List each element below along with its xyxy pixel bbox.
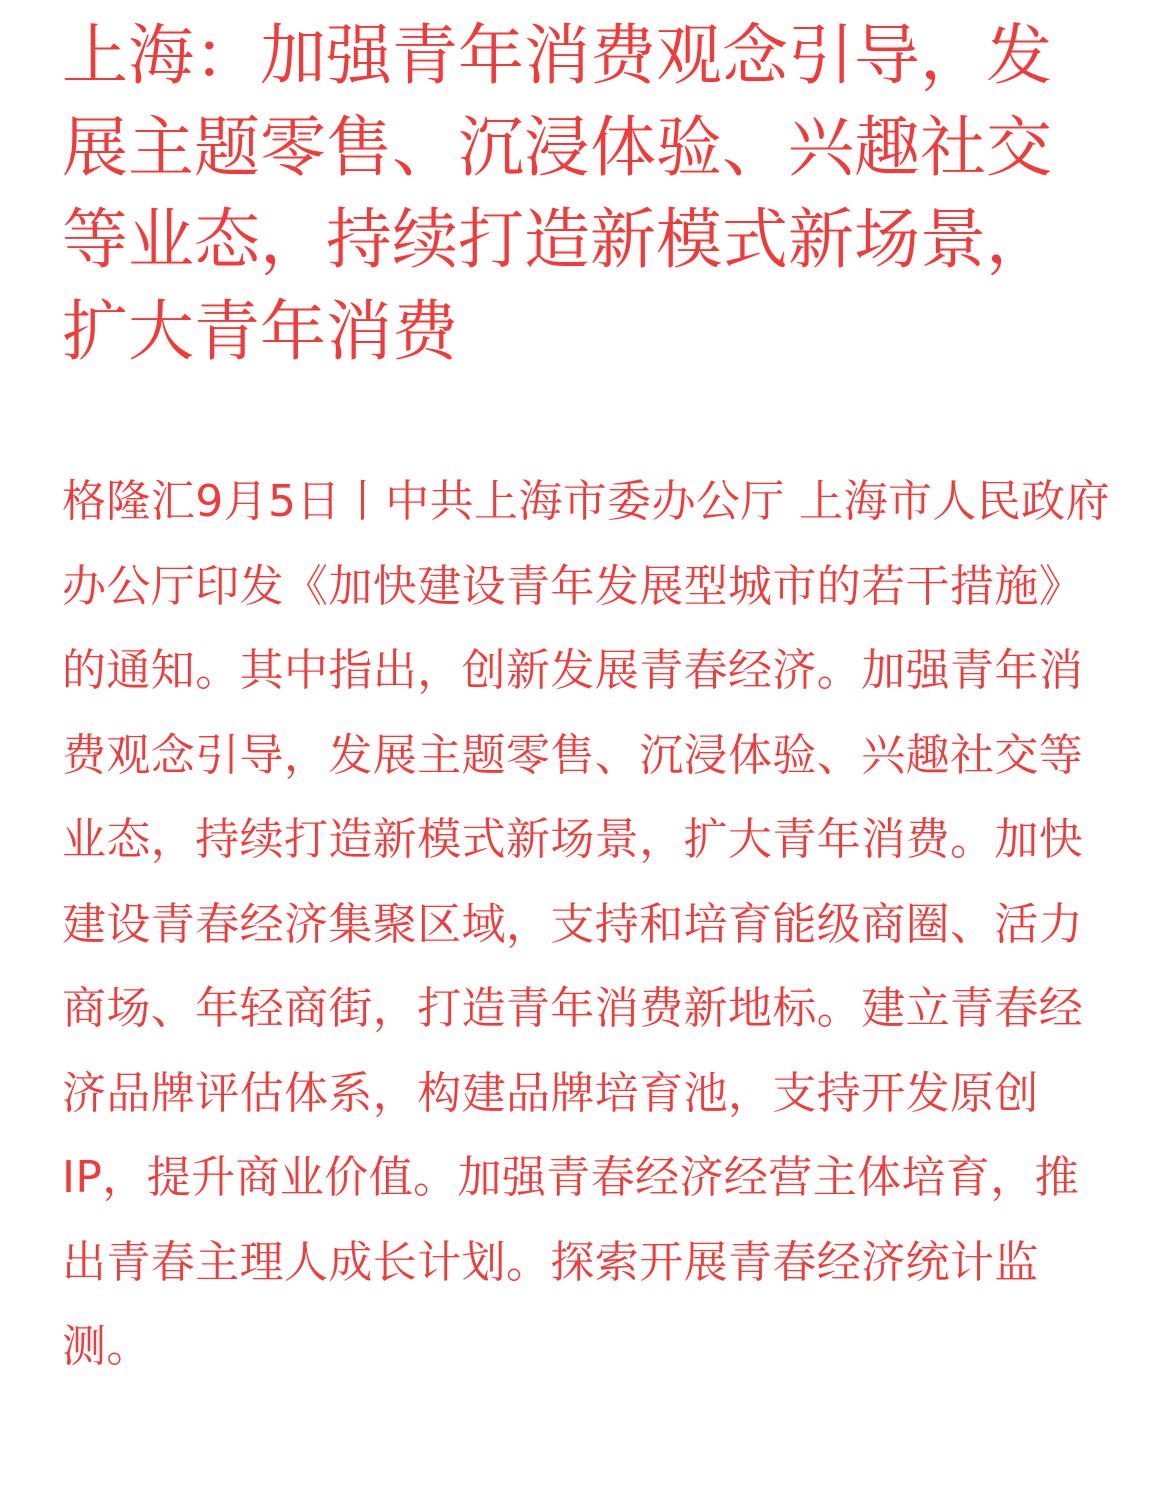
article-body: 格隆汇9月5日丨中共上海市委办公厅 上海市人民政府办公厅印发《加快建设青年发展型城市的若干措施》的通知。其中指出，创新发展青春经济。加强青年消费观念引导，发展主题零售、沉浸体验、兴趣社交等业态，持续打造新模式新场景，扩大青年消费。加快建设青春经济集聚区域，支持和培育能级商圈、活力商场、年轻商街，打造青年消费新地标。建立青春经济品牌评估体系，构建品牌培育池，支持开发原创IP，提升商业价值。加强青春经济经营主体培育，推出青春主理人成长计划。探索开展青春经济统计监测。 <box>62 476 1110 1372</box>
article-headline: 上海：加强青年消费观念引导，发展主题零售、沉浸体验、兴趣社交等业态，持续打造新模式新场景，扩大青年消费 <box>62 17 1052 370</box>
